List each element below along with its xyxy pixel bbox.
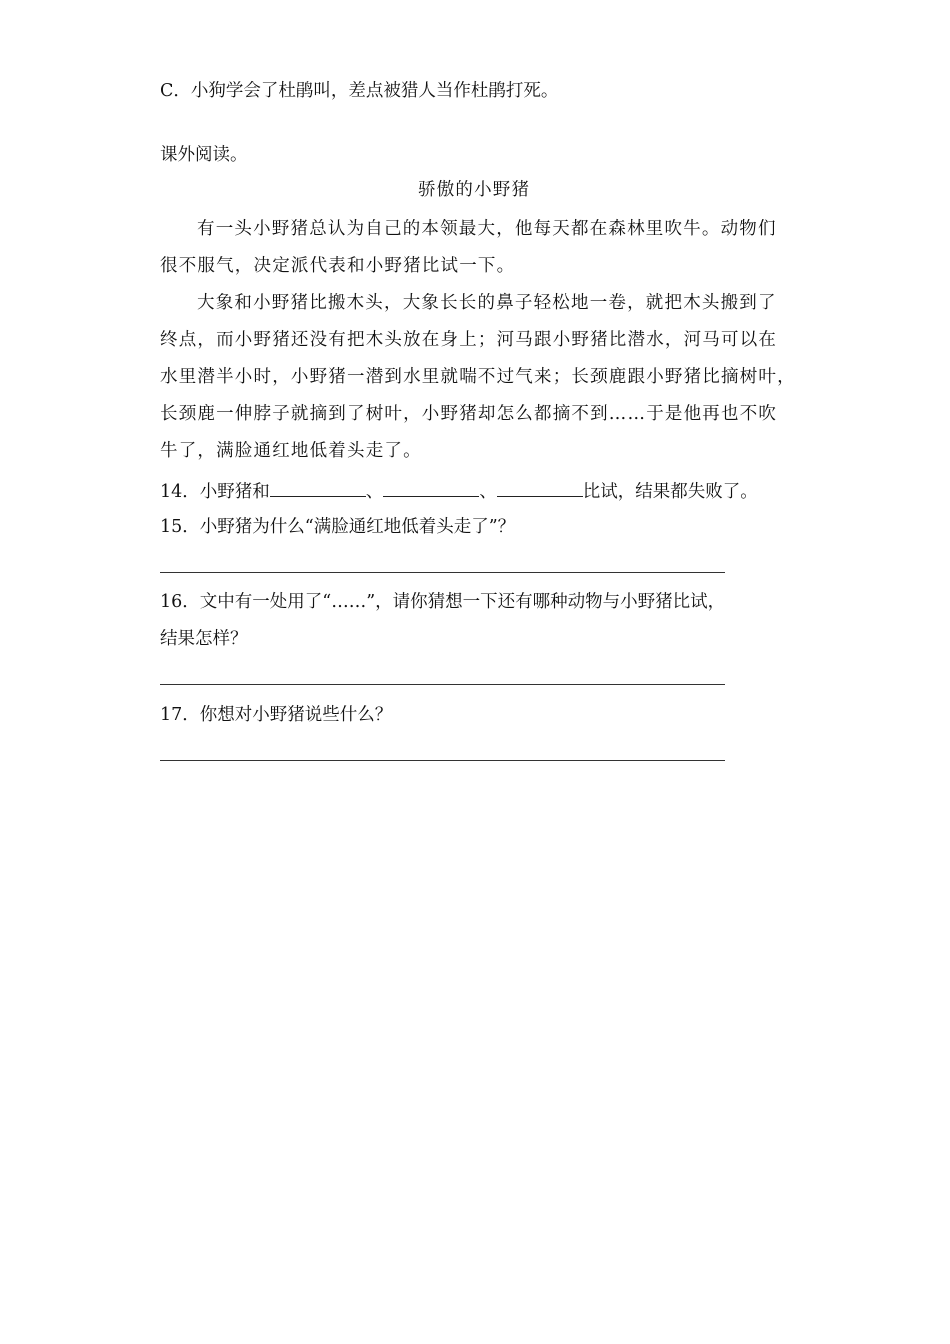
passage-p2-line2: 终点，而小野猪还没有把木头放在身上；河马跟小野猪比潜水，河马可以在: [160, 330, 778, 350]
q17-answer-line[interactable]: [160, 760, 725, 761]
q14-suffix: 比试，结果都失败了。: [582, 482, 758, 502]
question-16-line2: 结果怎样？: [160, 629, 248, 649]
q14-blank-3[interactable]: [497, 478, 583, 497]
q14-prefix: 14．小野猪和: [160, 482, 270, 502]
q15-answer-line[interactable]: [160, 572, 725, 573]
question-17: 17．你想对小野猪说些什么？: [160, 705, 393, 725]
q14-blank-1[interactable]: [270, 478, 366, 497]
option-c: C．小狗学会了杜鹃叫，差点被猎人当作杜鹃打死。: [160, 81, 559, 101]
passage-p1-line1: 有一头小野猪总认为自己的本领最大，他每天都在森林里吹牛。动物们: [197, 219, 777, 239]
question-15: 15．小野猪为什么“满脸通红地低着头走了”？: [160, 517, 516, 537]
question-16-line1: 16．文中有一处用了“……”，请你猜想一下还有哪种动物与小野猪比试，: [160, 592, 726, 612]
q14-blank-2[interactable]: [383, 478, 479, 497]
passage-p2-line3: 水里潜半小时，小野猪一潜到水里就喘不过气来；长颈鹿跟小野猪比摘树叶，: [160, 367, 796, 387]
passage-p2-line4: 长颈鹿一伸脖子就摘到了树叶，小野猪却怎么都摘不到……于是他再也不吹: [160, 404, 778, 424]
passage-p2-line1: 大象和小野猪比搬木头，大象长长的鼻子轻松地一卷，就把木头搬到了: [197, 293, 777, 313]
question-14: [160, 478, 758, 504]
section-label: 课外阅读。: [160, 145, 248, 165]
q14-separator-1: 、: [365, 482, 384, 502]
passage-p1-line2: 很不服气，决定派代表和小野猪比试一下。: [160, 256, 516, 276]
passage-p2-line5: 牛了，满脸通红地低着头走了。: [160, 441, 422, 461]
q14-separator-2: 、: [479, 482, 497, 502]
passage-title: 骄傲的小野猪: [418, 180, 531, 200]
q16-answer-line[interactable]: [160, 684, 725, 685]
